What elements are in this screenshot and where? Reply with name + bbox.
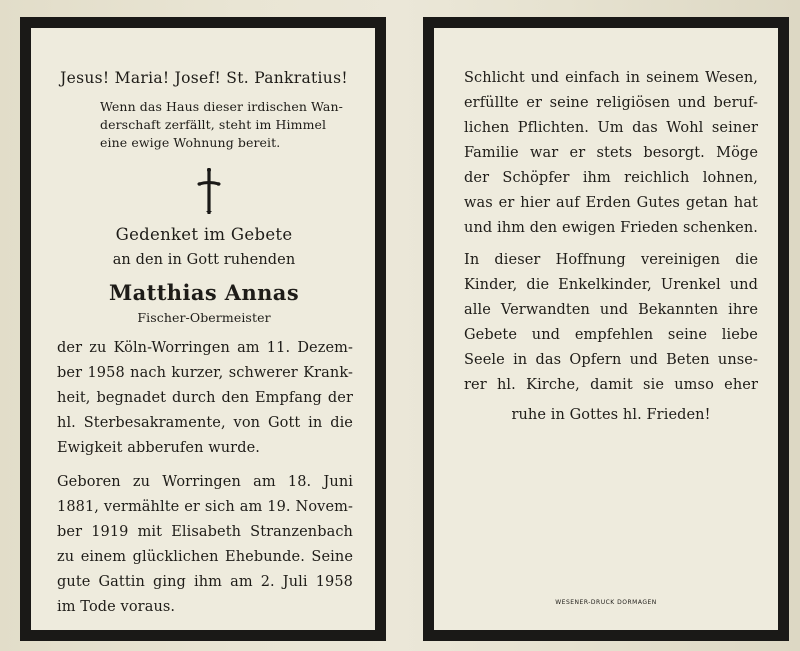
- left-page: [20, 17, 386, 641]
- hope-text-line: rer hl. Kirche, damit sie umso eher: [464, 377, 758, 393]
- death-text-line: ber 1958 nach kurzer, schwerer Krank-: [57, 365, 353, 381]
- hope-text-line: Gebete und empfehlen seine liebe: [464, 327, 758, 343]
- life-text-line: Geboren zu Worringen am 18. Juni: [57, 474, 353, 490]
- hope-text-line: alle Verwandten und Bekannten ihre: [464, 302, 758, 318]
- character-text-line: Familie war er stets besorgt. Möge: [464, 145, 758, 161]
- right-page: [423, 17, 789, 641]
- death-text-line: heit, begnadet durch den Empfang der: [57, 390, 353, 406]
- remember-heading: Gedenket im Gebete: [115, 225, 293, 244]
- hope-text-line: Seele in das Opfern und Beten unse-: [464, 352, 758, 368]
- life-text-line: im Tode voraus.: [57, 599, 176, 615]
- character-text-line: und ihm den ewigen Frieden schenken.: [464, 220, 758, 236]
- life-text-line: zu einem glücklichen Ehebunde. Seine: [57, 549, 353, 565]
- death-text-line: der zu Köln-Worringen am 11. Dezem-: [57, 340, 353, 356]
- deceased-name: Matthias Annas: [108, 280, 300, 305]
- death-text-line: hl. Sterbesakramente, von Gott in die: [57, 415, 353, 431]
- death-text-line: Ewigkeit abberufen wurde.: [57, 440, 260, 456]
- occupation: Fischer-Obermeister: [137, 310, 271, 325]
- verse-line: eine ewige Wohnung bereit.: [100, 135, 281, 150]
- character-text-line: lichen Pflichten. Um das Wohl seiner: [464, 120, 758, 136]
- character-text-line: erfüllte er seine religiösen und beruf-: [464, 95, 758, 111]
- life-text-line: 1881, vermählte er sich am 19. Novem-: [57, 499, 353, 515]
- hope-text-line: In dieser Hoffnung vereinigen die: [464, 252, 758, 268]
- closing-line: ruhe in Gottes hl. Frieden!: [511, 407, 711, 423]
- remember-subheading: an den in Gott ruhenden: [112, 252, 296, 268]
- life-text-line: gute Gattin ging ihm am 2. Juli 1958: [57, 574, 353, 590]
- verse-line: derschaft zerfällt, steht im Himmel: [100, 117, 327, 132]
- life-text-line: ber 1919 mit Elisabeth Stranzenbach: [57, 524, 353, 540]
- character-text-line: der Schöpfer ihm reichlich lohnen,: [464, 170, 758, 186]
- verse-line: Wenn das Haus dieser irdischen Wan-: [100, 99, 343, 114]
- invocation: Jesus! Maria! Josef! St. Pankratius!: [60, 69, 348, 87]
- cross-icon: [197, 168, 221, 214]
- hope-text-line: Kinder, die Enkelkinder, Urenkel und: [464, 277, 758, 293]
- character-text-line: Schlicht und einfach in seinem Wesen,: [464, 70, 758, 86]
- character-text-line: was er hier auf Erden Gutes getan hat: [464, 195, 758, 211]
- printer-mark: WESENER-DRUCK DORMAGEN: [555, 599, 657, 606]
